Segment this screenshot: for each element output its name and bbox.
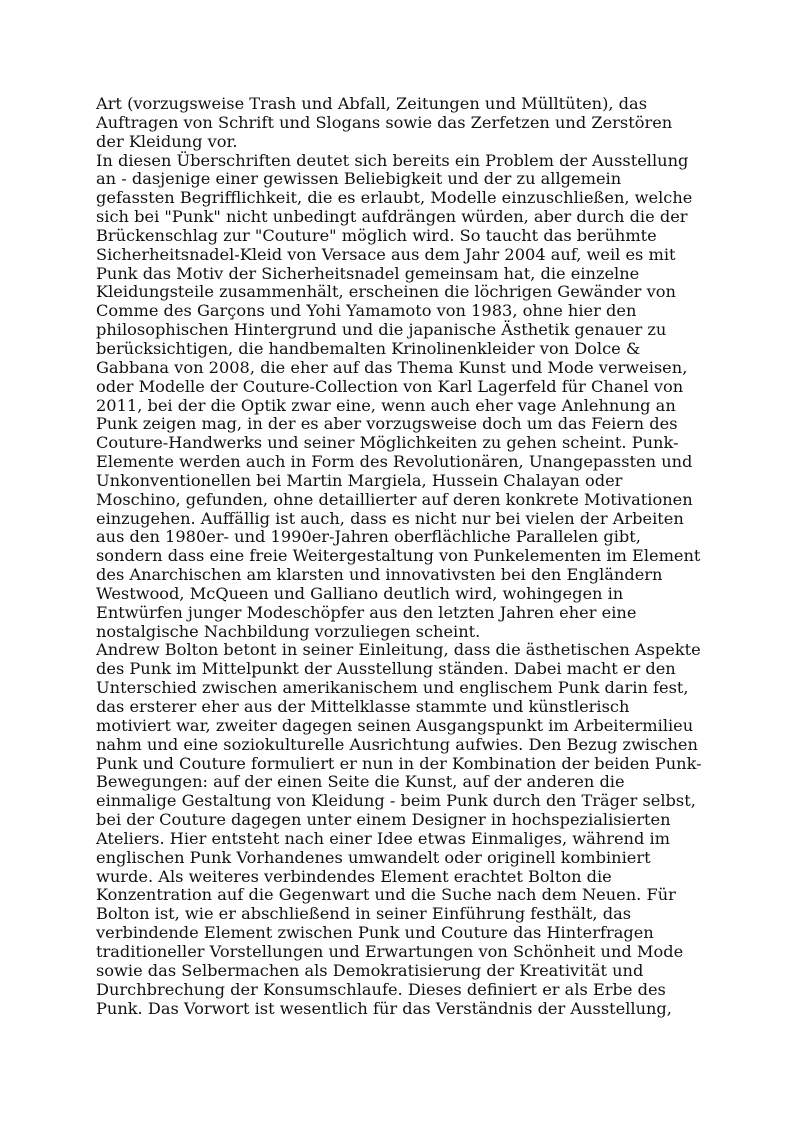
text-line: englischen Punk Vorhandenes umwandelt oder originell kombiniert: [96, 847, 651, 867]
text-line: philosophischen Hintergrund und die japanische Ästhetik genauer zu: [96, 320, 667, 340]
text-line: Punk das Motiv der Sicherheitsnadel gemeinsam hat, die einzelne: [96, 263, 640, 283]
text-line: Couture-Handwerks und seiner Möglichkeiten zu gehen scheint. Punk-: [96, 433, 679, 453]
text-line: Bolton ist, wie er abschließend in seiner Einführung festhält, das: [96, 904, 632, 924]
text-line: Ateliers. Hier entsteht nach einer Idee etwas Einmaliges, während im: [96, 828, 670, 848]
text-line: berücksichtigen, die handbemalten Krinolinenkleider von Dolce &: [96, 338, 641, 358]
text-line: bei der Couture dagegen unter einem Designer in hochspezialisierten: [96, 810, 671, 830]
text-line: Sicherheitsnadel-Kleid von Versace aus dem Jahr 2004 auf, weil es mit: [96, 244, 676, 264]
text-line: Bewegungen: auf der einen Seite die Kunst, auf der anderen die: [96, 772, 625, 792]
text-line: Andrew Bolton betont in seiner Einleitung, dass die ästhetischen Aspekte: [96, 640, 701, 660]
text-line: das ersterer eher aus der Mittelklasse stammte und künstlerisch: [96, 697, 630, 716]
text-line: Unterschied zwischen amerikanischem und englischem Punk darin fest,: [96, 678, 689, 698]
text-line: Punk zeigen mag, in der es aber vorzugsweise doch um das Feiern des: [96, 414, 678, 434]
text-line: traditioneller Vorstellungen und Erwartungen von Schönheit und Mode: [96, 941, 684, 961]
text-line: Gabbana von 2008, die eher auf das Thema Kunst und Mode verweisen,: [96, 357, 688, 377]
text-line: gefassten Begrifflichkeit, die es erlaubt, Modelle einzuschließen, welche: [96, 188, 693, 208]
text-line: nostalgische Nachbildung vorzuliegen scheint.: [96, 621, 481, 641]
text-line: aus den 1980er- und 1990er-Jahren oberflächliche Parallelen gibt,: [96, 527, 641, 547]
text-line: nahm und eine soziokulturelle Ausrichtung aufwies. Den Bezug zwischen: [96, 734, 698, 754]
text-line: Kleidungsteile zusammenhält, erscheinen die löchrigen Gewänder von: [96, 282, 676, 302]
text-line: Punk. Das Vorwort ist wesentlich für das Verständnis der Ausstellung,: [96, 998, 672, 1018]
text-line: an - dasjenige einer gewissen Beliebigkeit und der zu allgemein: [96, 169, 622, 189]
text-line: Brückenschlag zur "Couture" möglich wird. So taucht das berühmte: [96, 225, 657, 245]
text-line: sondern dass eine freie Weitergestaltung von Punkelementen im Element: [96, 546, 701, 566]
text-line: Auftragen von Schrift und Slogans sowie das Zerfetzen und Zerstören: [96, 112, 673, 132]
text-line: Unkonventionellen bei Martin Margiela, Hussein Chalayan oder: [96, 470, 623, 490]
text-line: einmalige Gestaltung von Kleidung - beim Punk durch den Träger selbst,: [96, 791, 696, 811]
text-line: Durchbrechung der Konsumschlaufe. Dieses definiert er als Erbe des: [96, 979, 666, 999]
text-line: Comme des Garçons und Yohi Yamamoto von 1983, ohne hier den: [96, 301, 637, 321]
text-line: verbindende Element zwischen Punk und Couture das Hinterfragen: [96, 923, 654, 943]
paragraph-2: [96, 152, 716, 642]
text-line: Westwood, McQueen und Galliano deutlich wird, wohingegen in: [96, 583, 624, 603]
text-line: Konzentration auf die Gegenwart und die Suche nach dem Neuen. Für: [96, 885, 676, 905]
text-line: sich bei "Punk" nicht unbedingt aufdrängen würden, aber durch die der: [96, 207, 688, 227]
text-line: motiviert war, zweiter dagegen seinen Ausgangspunkt im Arbeitermilieu: [96, 715, 694, 735]
text-line: sowie das Selbermachen als Demokratisierung der Kreativität und: [96, 960, 644, 980]
paragraph-1: [96, 95, 716, 152]
text-line: Punk und Couture formuliert er nun in der Kombination der beiden Punk-: [96, 753, 702, 773]
text-line: Elemente werden auch in Form des Revolutionären, Unangepassten und: [96, 452, 693, 472]
text-line: Moschino, gefunden, ohne detaillierter auf deren konkrete Motivationen: [96, 489, 693, 509]
document-page: [96, 95, 716, 1018]
text-line: einzugehen. Auffällig ist auch, dass es nicht nur bei vielen der Arbeiten: [96, 508, 684, 528]
text-line: oder Modelle der Couture-Collection von Karl Lagerfeld für Chanel von: [96, 376, 684, 396]
text-line: In diesen Überschriften deutet sich bereits ein Problem der Ausstellung: [96, 150, 689, 170]
text-line: Art (vorzugsweise Trash und Abfall, Zeitungen und Mülltüten), das: [96, 94, 648, 113]
text-line: 2011, bei der die Optik zwar eine, wenn auch eher vage Anlehnung an: [96, 395, 676, 415]
paragraph-3: [96, 641, 716, 1018]
text-line: der Kleidung vor.: [96, 131, 238, 151]
text-line: Entwürfen junger Modeschöpfer aus den letzten Jahren eher eine: [96, 602, 637, 622]
text-line: wurde. Als weiteres verbindendes Element erachtet Bolton die: [96, 866, 612, 886]
text-line: des Anarchischen am klarsten und innovativsten bei den Engländern: [96, 565, 663, 585]
text-line: des Punk im Mittelpunkt der Ausstellung ständen. Dabei macht er den: [96, 659, 676, 679]
